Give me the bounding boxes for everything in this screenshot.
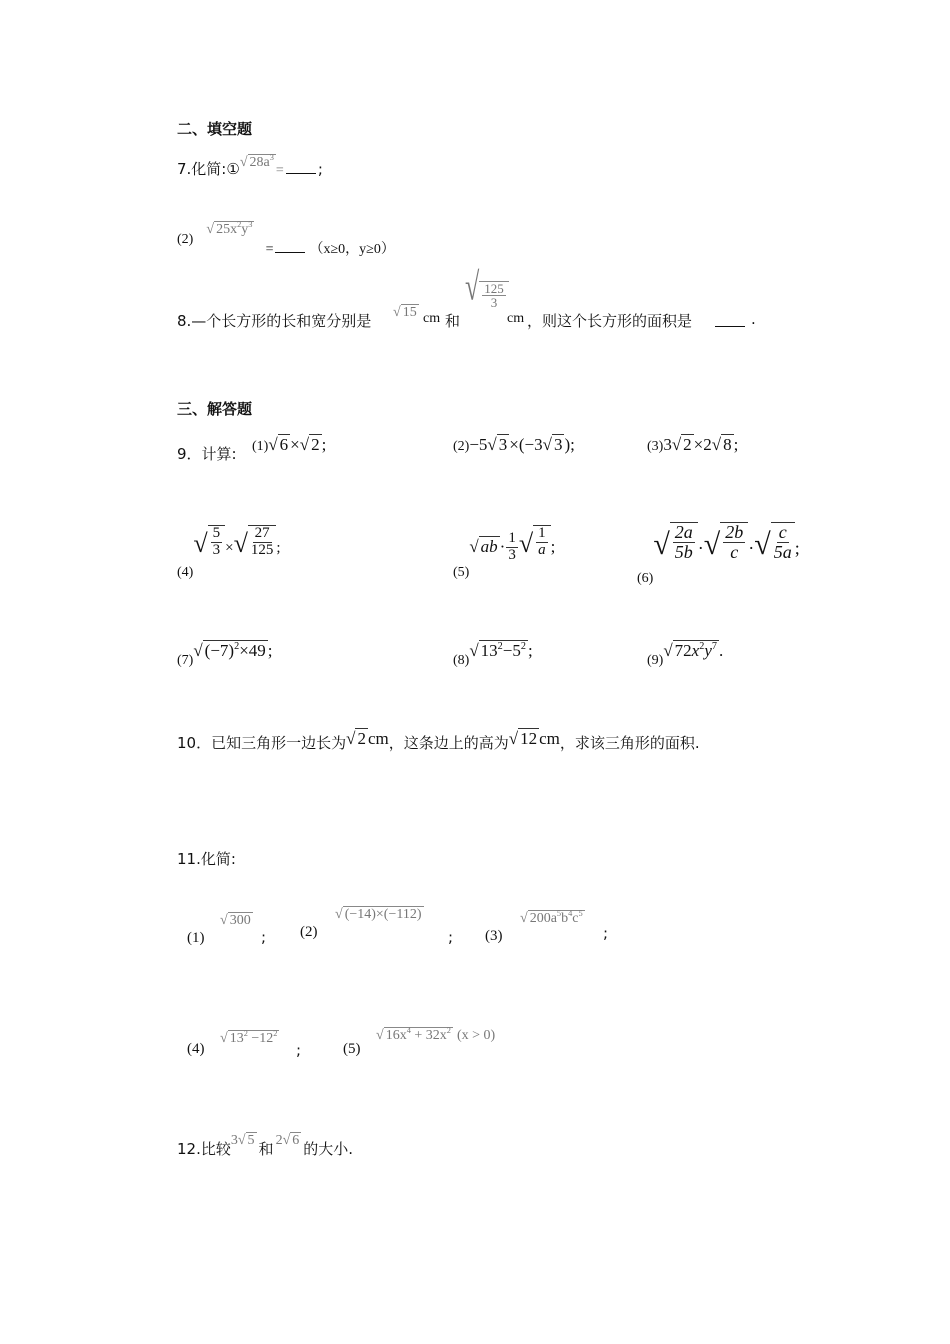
q8-sqrt15: √ 15 [393,305,417,320]
q11-expr-2: √ (−14)×(−112) [335,907,422,922]
section-title-answer: 三、解答题 [177,400,253,418]
q9-part-5: (5) √ ab · $\frac{1}{3}$ √ $\frac{1}{a}$ ; [453,525,556,580]
q7-eq: = [275,163,284,178]
q9-part-8: (8) √ $13^2-5^2$ ; [453,640,533,668]
q7-condition: （x≥0，y≥0） [309,242,395,257]
q7-blank-2[interactable] [275,252,305,253]
q11-title: 11.化简: [177,850,236,868]
question-10: 10．已知三角形一边长为 √ 2 cm，这条边上的高为 √ 12 cm，求该三角形的面积. [177,729,700,752]
q7-expr1: √ $28a^3$ [239,153,274,170]
q8-sqrt-frac: √ $\frac{125}{3}$ [465,280,509,310]
q9-part-7: (7) √ $(-7)^2\times 49$ ; [177,640,273,668]
q7-expr2: √ $25x^2y^3$ [206,220,253,237]
q11-expr-5: √ $16x^4 + 32x^2$ (x > 0) [376,1026,496,1043]
q11-expr-4: √ $13^2 -12^2$ [220,1029,278,1046]
q9-part-2: (2)−5 √ 3 ×(−3 √ 3 ); [453,435,575,454]
q7-blank-1[interactable] [286,173,316,174]
question-7-part-2: (2) √ $25x^2y^3$ = （x≥0，y≥0） [177,220,395,257]
q9-part-6: (6) √ $\frac{2a}{5b}$ · √ $\frac{2b}{c}$ · √ $\frac{c}{5a}$ ; [637,522,800,586]
q11-expr-3: √ $200a^5b^4c^5$ [520,909,583,926]
q9-part-4: (4) √ $\frac{5}{3}$ × √ $\frac{27}{125}$ ; [177,525,281,580]
question-7: 7.化简:① √ $28a^3$ = ; [177,153,323,178]
section-title-fill-in: 二、填空题 [177,120,253,138]
q9-part-1: (1) √ 6 × √ 2 ; [252,435,327,454]
question-12: 12.比较3 √ 5 和 2 √ 6 的大小. [177,1133,354,1158]
q9-part-9: (9) √ $72x^2y^7$ . [647,640,724,668]
q11-expr-1: √ 300 [220,913,251,928]
q8-blank[interactable] [715,326,745,327]
q9-part-3: (3)3 √ 2 ×2 √ 8 ; [647,435,739,454]
q9-prefix: 9．计算: [177,445,237,463]
q7-prefix: 7.化简:① [177,160,240,178]
